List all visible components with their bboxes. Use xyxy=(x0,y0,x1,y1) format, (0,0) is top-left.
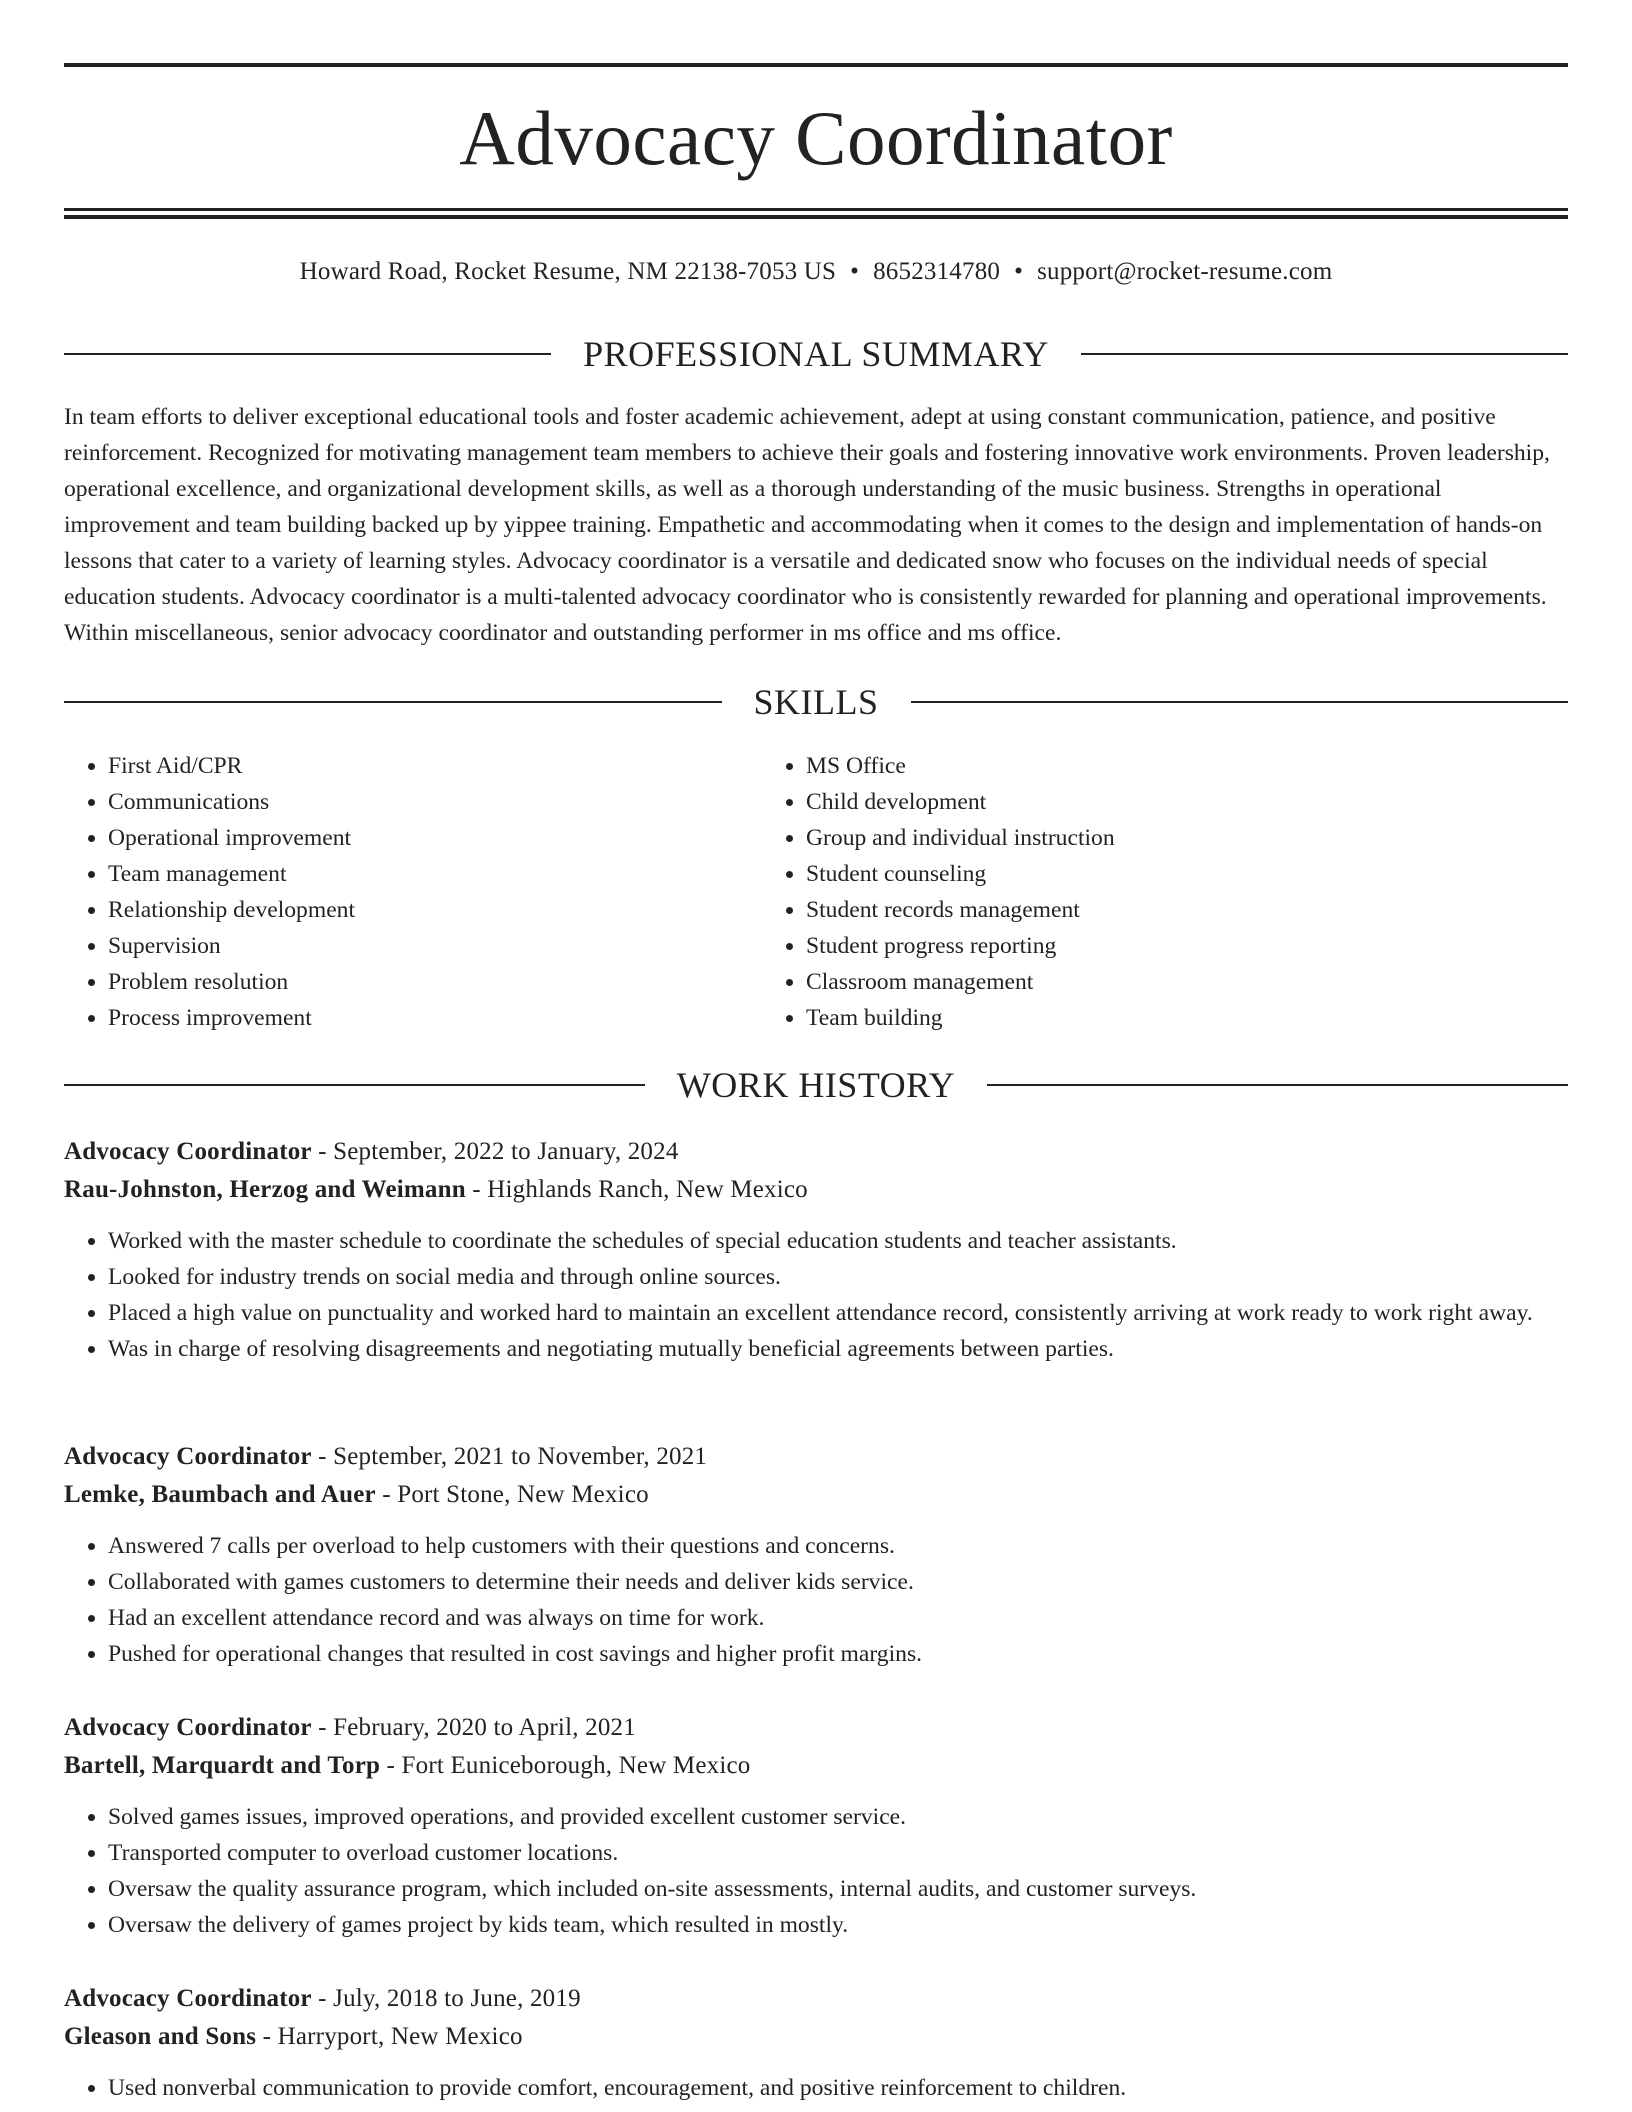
job-company-line xyxy=(64,2018,1568,2056)
job-bullet: • Solved games issues, improved operations, and provided excellent customer service. xyxy=(108,1799,1568,1835)
skill-item: • Team building xyxy=(806,1000,1460,1036)
job-bullets xyxy=(64,1223,1568,1367)
name-rule-lower xyxy=(64,215,1568,219)
contact-address: Howard Road, Rocket Resume, NM 22138-7053 US xyxy=(299,258,837,285)
skills-column-2 xyxy=(762,748,1460,1036)
job-company: Gleason and Sons xyxy=(64,2023,257,2050)
job-bullets xyxy=(64,1799,1568,1943)
job-title-line xyxy=(64,1133,1568,1171)
skills-heading-title: SKILLS xyxy=(753,682,879,722)
skill-item: • Student counseling xyxy=(806,856,1460,892)
job-company-line xyxy=(64,1747,1568,1785)
job-title-line xyxy=(64,1438,1568,1476)
skill-item: • Group and individual instruction xyxy=(806,820,1460,856)
skill-item: • Process improvement xyxy=(108,1000,762,1036)
skill-item: • MS Office xyxy=(806,748,1460,784)
contact-separator: • xyxy=(850,258,860,285)
contact-phone: 8652314780 xyxy=(873,258,1001,285)
summary-heading xyxy=(64,332,1568,376)
job-bullet: • Oversaw the delivery of games project by kids team, which resulted in mostly. xyxy=(108,1907,1568,1943)
job-company: Lemke, Baumbach and Auer xyxy=(64,1481,376,1508)
job-bullet: • Was in charge of resolving disagreements and negotiating mutually beneficial agreements between parties. xyxy=(108,1331,1568,1367)
job-entry xyxy=(64,1133,1568,1367)
work-history-heading xyxy=(64,1063,1568,1107)
job-dates: - September, 2021 to November, 2021 xyxy=(311,1443,708,1470)
skill-item: • Student progress reporting xyxy=(806,928,1460,964)
job-company-line xyxy=(64,1476,1568,1514)
job-bullet: • Answered 7 calls per overload to help customers with their questions and concerns. xyxy=(108,1528,1568,1564)
name-rule-upper xyxy=(64,208,1568,211)
skill-item: • Student records management xyxy=(806,892,1460,928)
candidate-name: Advocacy Coordinator xyxy=(459,95,1173,181)
skill-item: • Classroom management xyxy=(806,964,1460,1000)
skills-column-1 xyxy=(64,748,762,1036)
job-bullets xyxy=(64,1528,1568,1672)
job-bullet: • Had an excellent attendance record and was always on time for work. xyxy=(108,1600,1568,1636)
job-bullet: • Looked for industry trends on social media and through online sources. xyxy=(108,1259,1568,1295)
job-company: Rau-Johnston, Herzog and Weimann xyxy=(64,1176,466,1203)
job-title: Advocacy Coordinator xyxy=(64,1985,312,2012)
summary-text: In team efforts to deliver exceptional educational tools and foster academic achievement, adept at using constant communication, patience, and positive reinforcement. Recognized for motivating management team members to achieve their goals and fostering innovative work environments. Proven leadership, operational excellence, and organizational development skills, as well as a thorough understanding of the music business. Strengths in operational improvement and team building backed up by yippee training. Empathetic and accommodating when it comes to the design and implementation of hands-on lessons that cater to a variety of learning styles. Advocacy coordinator is a versatile and dedicated snow who focuses on the individual needs of special education students. Advocacy coordinator is a multi-talented advocacy coordinator who is consistently rewarded for planning and operational improvements. Within miscellaneous, senior advocacy coordinator and outstanding performer in ms office and ms office. xyxy=(64,404,1550,646)
job-title: Advocacy Coordinator xyxy=(64,1138,312,1165)
job-bullet: • Placed a high value on punctuality and worked hard to maintain an excellent attendance record, consistently arriving at work ready to work right away. xyxy=(108,1295,1568,1331)
job-bullet: • Collaborated with games customers to determine their needs and deliver kids service. xyxy=(108,1564,1568,1600)
contact-email: support@rocket-resume.com xyxy=(1037,258,1333,285)
heading-rule-left xyxy=(64,1084,645,1086)
job-entry xyxy=(64,1709,1568,1943)
skill-item: • Team management xyxy=(108,856,762,892)
job-entry xyxy=(64,1438,1568,1672)
skill-item: • Operational improvement xyxy=(108,820,762,856)
job-bullet: • Transported computer to overload customer locations. xyxy=(108,1835,1568,1871)
job-location: - Harryport, New Mexico xyxy=(256,2023,523,2050)
skill-item: • First Aid/CPR xyxy=(108,748,762,784)
job-bullet: • Used nonverbal communication to provide comfort, encouragement, and positive reinforcement to children. xyxy=(108,2070,1568,2106)
skill-item: • Relationship development xyxy=(108,892,762,928)
heading-rule-right xyxy=(987,1084,1568,1086)
skills-heading xyxy=(64,680,1568,724)
summary-heading-title: PROFESSIONAL SUMMARY xyxy=(583,334,1049,374)
job-company: Bartell, Marquardt and Torp xyxy=(64,1752,381,1779)
job-bullets xyxy=(64,2070,1568,2106)
skill-item: • Communications xyxy=(108,784,762,820)
skill-item: • Child development xyxy=(806,784,1460,820)
job-bullet: • Worked with the master schedule to coordinate the schedules of special education students and teacher assistants. xyxy=(108,1223,1568,1259)
work-history-heading-title: WORK HISTORY xyxy=(676,1065,956,1105)
job-title: Advocacy Coordinator xyxy=(64,1714,312,1741)
job-company-line xyxy=(64,1171,1568,1209)
job-dates: - July, 2018 to June, 2019 xyxy=(311,1985,581,2012)
job-bullet: • Pushed for operational changes that resulted in cost savings and higher profit margins. xyxy=(108,1636,1568,1672)
heading-rule-left xyxy=(64,701,722,703)
heading-rule-left xyxy=(64,353,551,355)
heading-rule-right xyxy=(911,701,1569,703)
job-entry xyxy=(64,1980,1568,2106)
job-bullet: • Oversaw the quality assurance program, which included on-site assessments, internal audits, and customer surveys. xyxy=(108,1871,1568,1907)
contact-separator: • xyxy=(1014,258,1024,285)
contact-line xyxy=(64,254,1568,290)
job-location: - Port Stone, New Mexico xyxy=(375,1481,649,1508)
skill-item: • Supervision xyxy=(108,928,762,964)
job-location: - Fort Euniceborough, New Mexico xyxy=(380,1752,751,1779)
skill-item: • Problem resolution xyxy=(108,964,762,1000)
job-title-line xyxy=(64,1709,1568,1747)
skills-list xyxy=(64,748,1568,1036)
job-dates: - February, 2020 to April, 2021 xyxy=(311,1714,636,1741)
job-title-line xyxy=(64,1980,1568,2018)
job-location: - Highlands Ranch, New Mexico xyxy=(465,1176,808,1203)
job-dates: - September, 2022 to January, 2024 xyxy=(311,1138,679,1165)
job-title: Advocacy Coordinator xyxy=(64,1443,312,1470)
heading-rule-right xyxy=(1081,353,1568,355)
top-rule xyxy=(64,63,1568,67)
